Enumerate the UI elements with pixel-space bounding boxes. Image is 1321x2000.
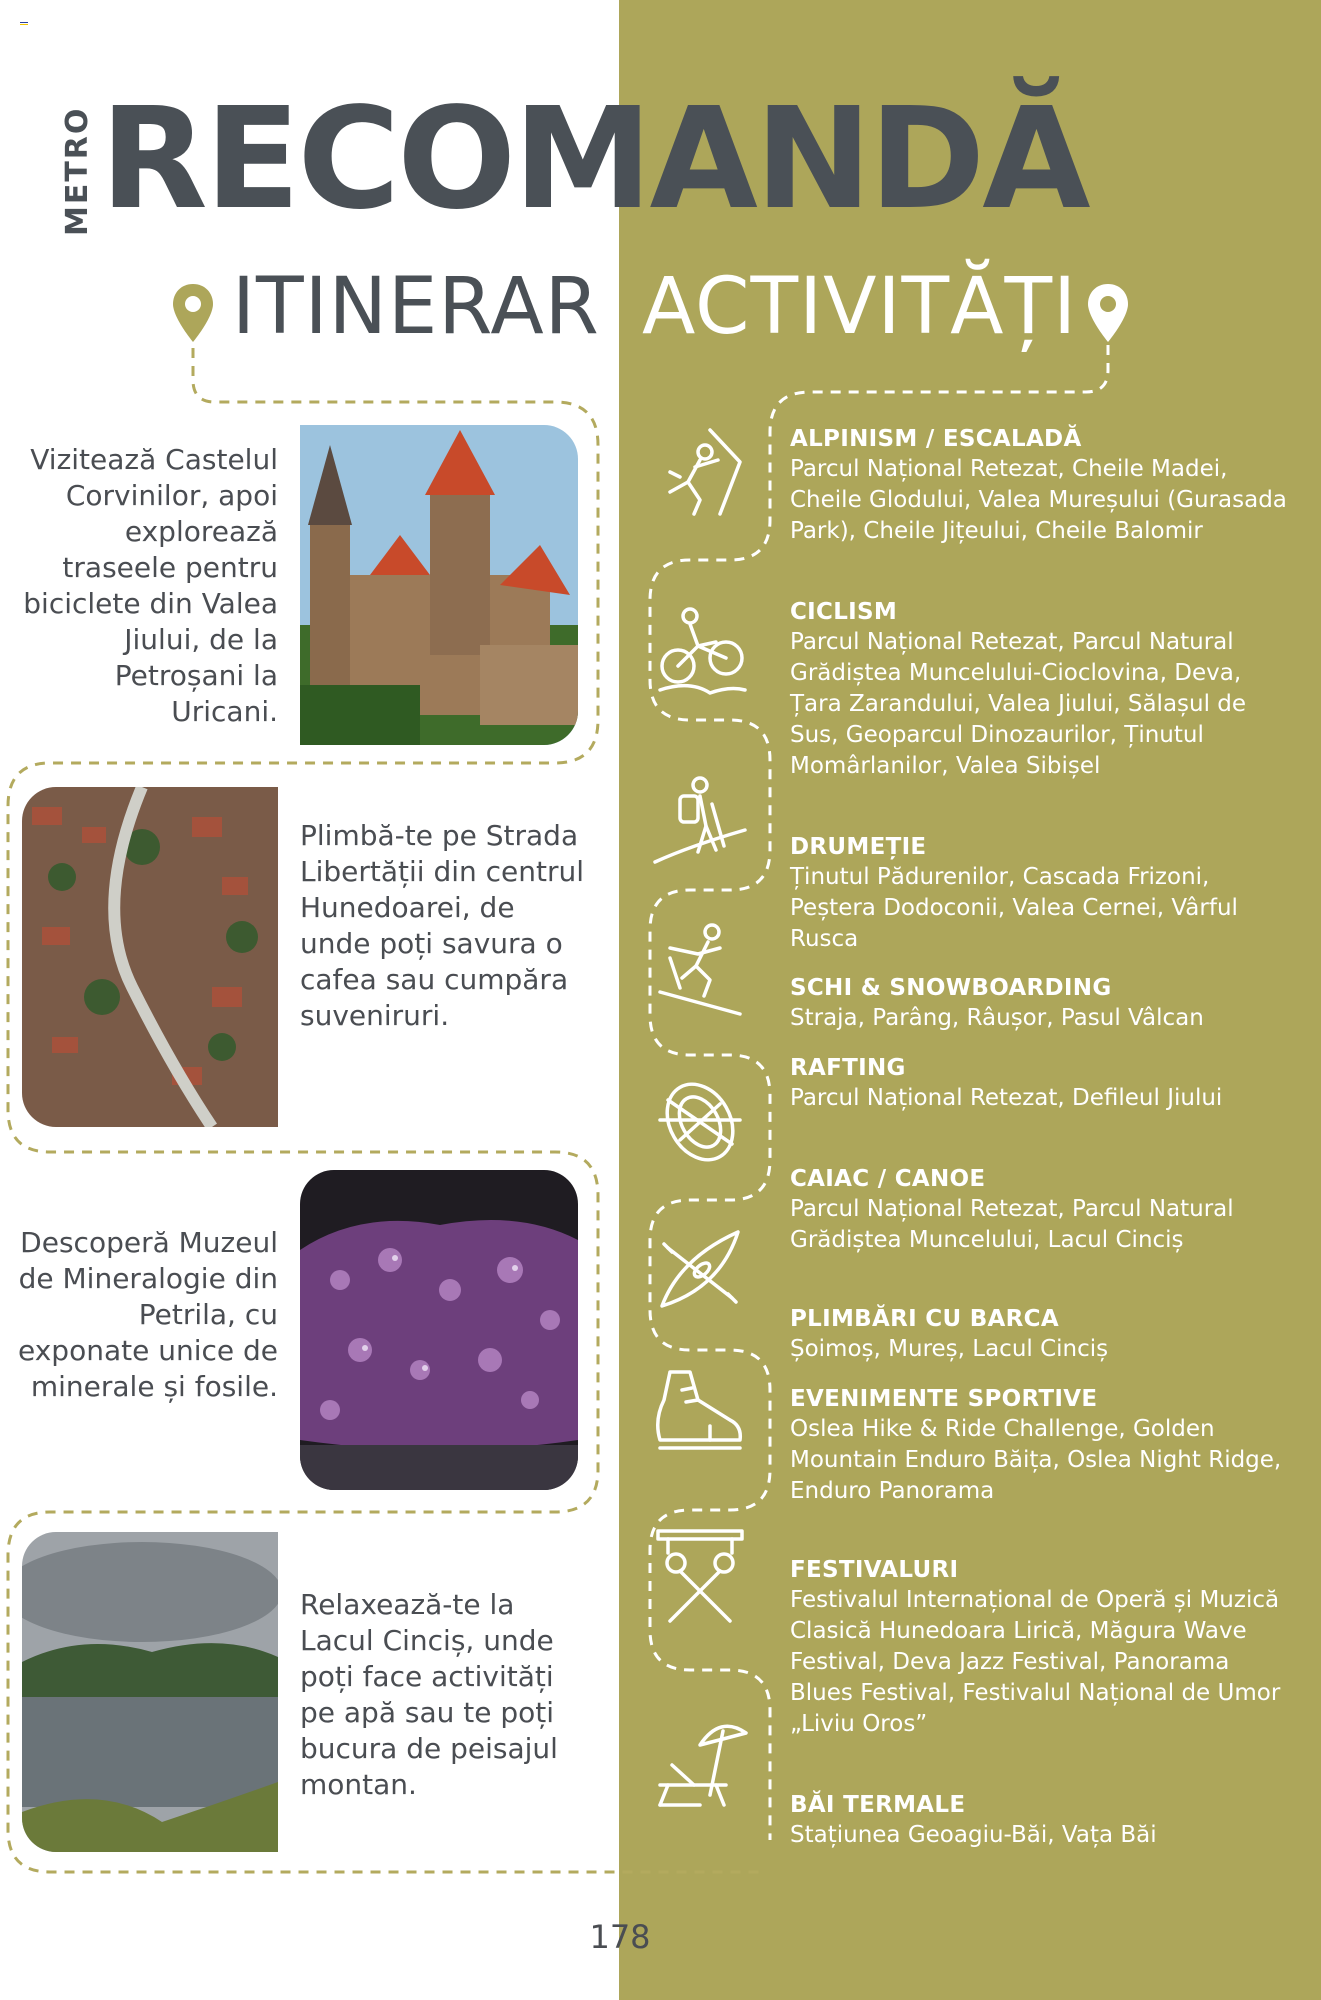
activity-title: SCHI & SNOWBOARDING xyxy=(790,975,1112,1001)
amethyst-photo xyxy=(300,1170,578,1490)
activity-item xyxy=(790,1384,1290,1507)
activity-item xyxy=(790,1555,1290,1740)
activity-title: RAFTING xyxy=(790,1055,906,1081)
activity-description: Festivalul Internațional de Operă și Muzică Clasică Hunedoara Lirică, Măgura Wave Festival, Deva Jazz Festival, Panorama Blues Festival, Festivalul Național de Umor „Liviu Oros” xyxy=(790,1587,1281,1737)
activity-description: Ținutul Pădurenilor, Cascada Frizoni, Peștera Dodoconii, Valea Cernei, Vârful Rusca xyxy=(790,864,1238,952)
town-aerial-photo xyxy=(22,787,278,1127)
lake-photo xyxy=(22,1532,278,1852)
rafting-icon xyxy=(650,1070,750,1170)
itinerary-text-1: Vizitează Castelul Corvinilor, apoi explorează traseele pentru biciclete din Valea Jiului, de la Petroșani la Uricani. xyxy=(23,443,278,728)
activity-item xyxy=(790,1164,1290,1256)
activity-description: Parcul Național Retezat, Parcul Natural Grădiștea Muncelului-Cioclovina, Deva, Țara Zarandului, Valea Jiului, Sălașul de Sus, Geoparcul Dinozaurilor, Ținutul Momârlanilor, Valea Sibișel xyxy=(790,629,1247,779)
activity-description: Parcul Național Retezat, Defileul Jiului xyxy=(790,1085,1223,1111)
activity-title: EVENIMENTE SPORTIVE xyxy=(790,1386,1098,1412)
itinerary-text-3: Descoperă Muzeul de Mineralogie din Petrila, cu exponate unice de minerale și fosile. xyxy=(17,1226,278,1403)
activity-description: Stațiunea Geoagiu-Băi, Vața Băi xyxy=(790,1822,1157,1848)
activity-item xyxy=(790,424,1290,547)
page-number: 178 xyxy=(589,1918,651,1956)
itinerary-text-2: Plimbă-te pe Strada Libertății din centrul Hunedoarei, de unde poți savura o cafea sau cumpăra suveniruri. xyxy=(300,819,585,1032)
beach-chair-icon xyxy=(650,1715,750,1815)
activity-item xyxy=(790,832,1290,955)
location-pin-icon xyxy=(1085,282,1131,346)
activity-title: PLIMBĂRI CU BARCA xyxy=(790,1306,1059,1332)
activity-title: DRUMEȚIE xyxy=(790,834,927,860)
activity-item xyxy=(790,1053,1290,1114)
brand-label: METRO xyxy=(60,106,95,236)
activities-heading: ACTIVITĂȚI xyxy=(642,262,1078,352)
itinerary-heading: ITINERAR xyxy=(232,262,600,352)
activity-item xyxy=(790,1304,1290,1365)
activity-description: Parcul Național Retezat, Parcul Natural Grădiștea Muncelului, Lacul Cinciș xyxy=(790,1196,1234,1253)
kayak-icon xyxy=(650,1218,750,1318)
activity-title: CICLISM xyxy=(790,599,898,625)
activity-item xyxy=(790,1790,1290,1851)
hiking-icon xyxy=(650,770,750,870)
activity-description: Oslea Hike & Ride Challenge, Golden Mountain Enduro Băița, Oslea Night Ridge, Enduro Panorama xyxy=(790,1416,1282,1504)
activity-item xyxy=(790,973,1290,1034)
activity-description: Șoimoș, Mureș, Lacul Cinciș xyxy=(790,1336,1109,1362)
activity-item xyxy=(790,597,1290,782)
climbing-icon xyxy=(650,422,750,522)
castle-photo xyxy=(300,425,578,745)
activity-description: Straja, Parâng, Râușor, Pasul Vâlcan xyxy=(790,1005,1204,1031)
activity-title: BĂI TERMALE xyxy=(790,1792,966,1818)
activity-title: ALPINISM / ESCALADĂ xyxy=(790,426,1082,452)
itinerary-text-4: Relaxează-te la Lacul Cinciș, unde poți face activități pe apă sau te poți bucura de peisajul montan. xyxy=(300,1588,558,1801)
activity-title: FESTIVALURI xyxy=(790,1557,959,1583)
activity-description: Parcul Național Retezat, Cheile Madei, Cheile Glodului, Valea Mureșului (Gurasada Park), Cheile Jițeului, Cheile Balomir xyxy=(790,456,1287,544)
skiing-icon xyxy=(650,918,750,1018)
page-title: RECOMANDĂ xyxy=(100,78,1088,241)
festival-icon xyxy=(650,1525,750,1625)
sneaker-icon xyxy=(650,1360,750,1460)
location-pin-icon xyxy=(170,282,216,346)
activity-title: CAIAC / CANOE xyxy=(790,1166,986,1192)
cycling-icon xyxy=(650,598,750,698)
